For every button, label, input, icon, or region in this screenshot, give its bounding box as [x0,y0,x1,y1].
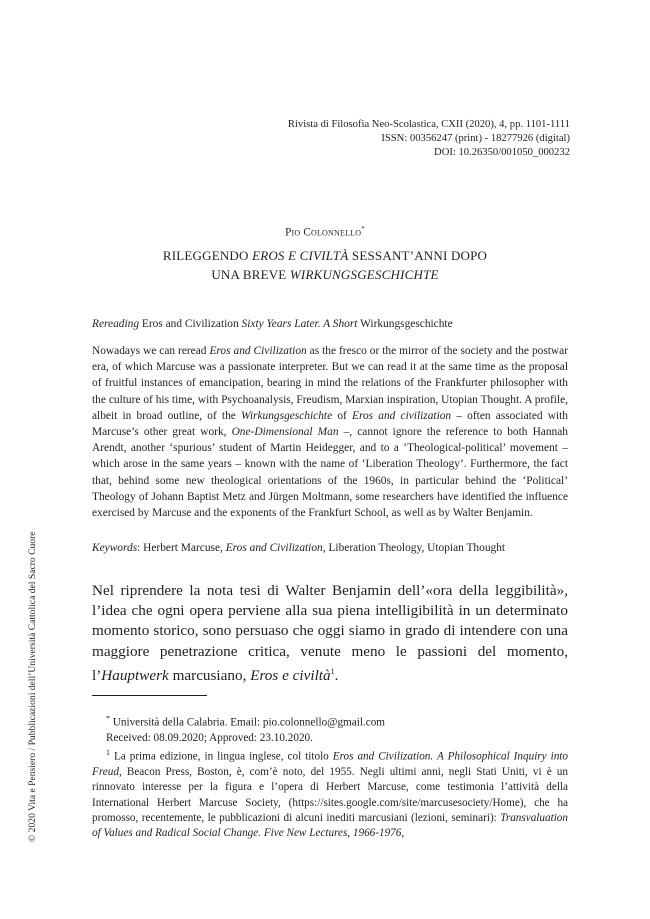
title-text-italic: EROS E CIVILTÀ [252,248,349,263]
body-italic: Eros e civiltà [250,666,331,684]
abstract-text: –, cannot ignore the reference to both Hannah Arendt, another ‘spurious’ student of Martin Heidegger, and to a ‘Theological-political’ movement – which arose in the same years – known with the name of ‘Liberation Theology’. Furthermore, the fact that, behind some new theological orientations of the 1960s, in particular behind the ‘Political’ Theology of Johann Baptist Metz and Jürgen Moltmann, some researchers have identified the influence exercised by Marcuse and the exponents of the Frankfurt School, as well as by Walter Benjamin. [92,426,568,520]
english-title [92,318,572,330]
abstract-italic: Eros and Civilization [209,345,307,357]
title-text-italic: WIRKUNGSGESCHICHTE [289,267,439,282]
body-text: Nel riprendere la nota tesi di Walter Benjamin dell’«ora della leggibilità», l’idea che ogni opera perviene alla sua piena intelligibilità in un determinato momento storico, sono persuaso che oggi siamo in grado di intendere con una maggiore penetrazione critica, venute meno le passioni del momento, l’ [92,582,568,684]
abstract-italic: Wirkungsgeschichte [241,409,333,422]
abstract-text: – often associated with Marcuse’s other great work, [92,409,568,439]
footnote-text: , Beacon Press, Boston, è, com’è noto, del 1955. Negli ultimi anni, negli Stati Uniti, vi è un rinnovato interesse per la figura e l’opera di Herbert Marcuse, come testimonia l’attività della International Herbert Marcuse Society, (https://sites.google.com/site/marcusesociety/Home), che ha promosso, recentemente, le pubblicazioni di alcuni inediti marcusiani (lezioni, seminari): [92,766,568,824]
abstract-italic: One-Dimensional Man [231,426,339,439]
keywords-text: : Herbert Marcuse, [137,542,226,554]
body-italic: Hauptwerk [101,666,169,684]
copyright-sidebar: © 2020 Vita e Pensiero / Pubblicazioni dell’Università Cattolica del Sacro Cuore [27,531,38,842]
footnote-text: Università della Calabria. Email: pio.colonnello@gmail.com [110,716,386,729]
english-title-italic: Rereading [92,318,140,330]
footnote-mark: 1 [106,748,110,757]
abstract-italic: Eros and civilization [351,409,452,422]
title-line-2 [0,265,650,284]
footnote-1 [92,745,568,842]
footnote-italic: Transvaluation of Values and Radical Social Change. Five New Lectures, 1966-1976 [92,811,568,840]
footnote-author-line-2: Received: 08.09.2020; Approved: 23.10.2020. [106,732,313,745]
keywords-line [92,542,572,554]
journal-issn: ISSN: 00356247 (print) - 18277926 (digital) [381,133,570,144]
footnote-text: La prima edizione, in lingua inglese, col titolo [110,750,333,763]
keywords-italic: Eros and Civilization [225,542,323,554]
journal-doi: DOI: 10.26350/001050_000232 [434,147,570,158]
journal-header [288,118,570,160]
abstract-text: of [332,409,352,422]
journal-citation: Rivista di Filosofia Neo-Scolastica, CXII (2020), 4, pp. 1101-1111 [287,119,570,130]
footnote-italic: Eros and Civilization. A Philosophical Inquiry into Freud [92,750,568,779]
footnote-mark: * [106,714,110,723]
author-name [0,225,650,239]
footnote-author-line-1 [106,711,568,731]
author-name-text: Pio Colonnello [285,226,362,239]
abstract-text: Nowadays we can reread [92,345,210,357]
body-paragraph [92,581,568,686]
body-text: marcusiano, [168,666,251,684]
keywords-label: Keywords [92,542,138,554]
english-title-italic: Sixty Years Later. A Short [241,318,358,330]
title-line-1 [0,246,650,265]
keywords-text: , Liberation Theology, Utopian Thought [322,542,506,554]
title-text: RILEGGENDO [162,248,253,263]
english-title-text: Eros and Civilization [139,318,242,330]
body-text: . [334,666,339,684]
title-text: SESSANT’ANNI DOPO [348,248,488,263]
author-footnote-mark: * [361,225,365,233]
abstract-paragraph [92,343,568,521]
article-title [0,246,650,284]
abstract-text: as the fresco or the mirror of the society and the postwar era, of which Marcuse was a passionate interpreter. But we can read it at the same time as the proposal of fruitful instances of emancipation, bearing in mind the relations of the Frankfurter philosopher with the culture of his time, with Psychoanalysis, Freudism, Marxian inspiration, Utopian Thought. A profile, albeit in broad outline, of the [92,345,569,422]
title-text: UNA BREVE [211,267,290,282]
footnote-divider [92,695,207,696]
footnote-text: , [401,827,405,840]
footnote-reference: 1 [330,666,335,676]
english-title-text: Wirkungsgeschichte [357,318,453,330]
footnote-author [92,711,568,746]
